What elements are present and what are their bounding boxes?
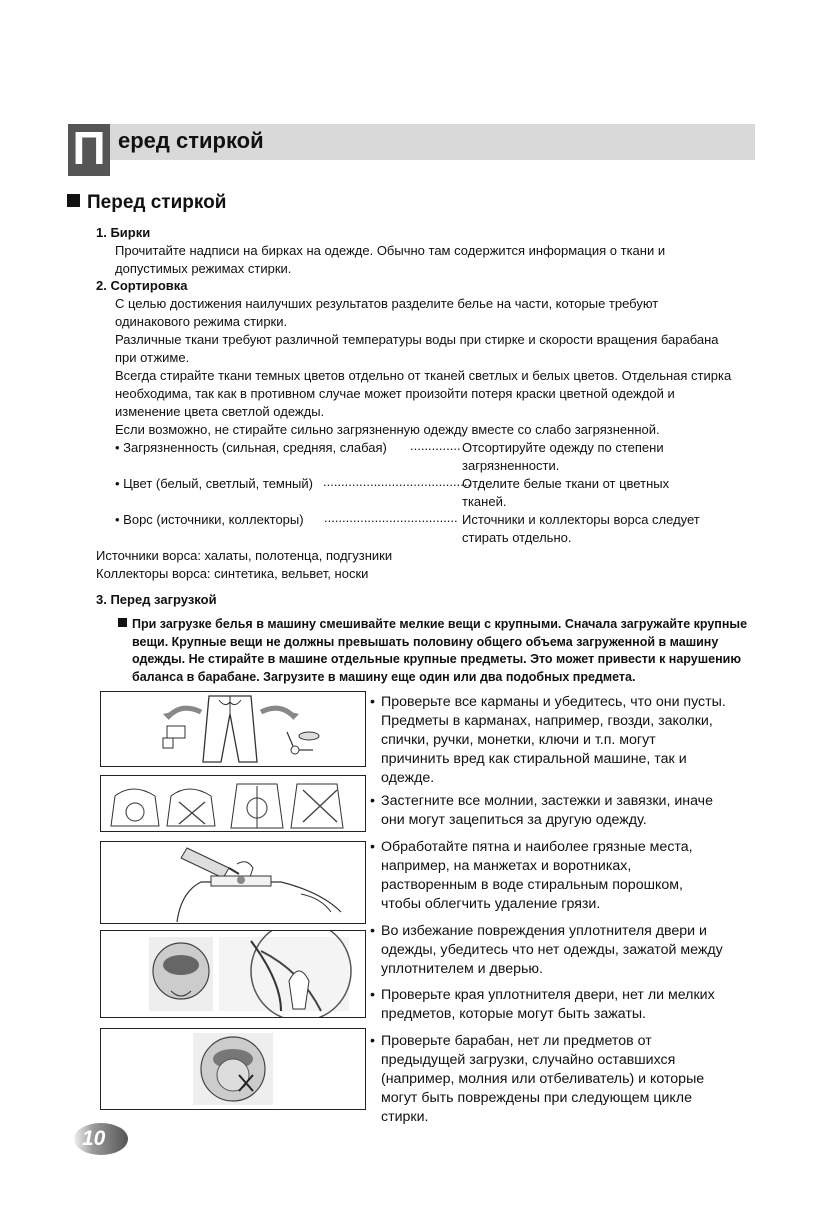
leader-dots: .............. — [410, 438, 461, 453]
sort-row-text: загрязненности. — [462, 458, 560, 473]
warning-line: баланса в барабане. Загрузите в машину еще один или два подобных предмета. — [132, 669, 636, 684]
bullet-item: • Во избежание повреждения уплотнителя двери и одежды, убедитесь что нет одежды, зажатой между уплотнителем и дверью. — [370, 923, 723, 977]
square-bullet-icon — [67, 194, 80, 207]
sort-row-label: • Цвет (белый, светлый, темный) — [115, 476, 313, 491]
paragraph-line: Различные ткани требуют различной температуры воды при стирке и скорости вращения барабана — [115, 332, 719, 347]
note-line: Источники ворса: халаты, полотенца, подгузники — [96, 548, 393, 563]
paragraph-line: допустимых режимах стирки. — [115, 261, 292, 276]
warning-line: одежды. Не стирайте в машине отдельные крупные предметы. Это может привести к нарушению — [132, 652, 742, 667]
bullet-dot-icon: • — [370, 793, 375, 809]
paragraph-line: Всегда стирайте ткани темных цветов отдельно от тканей светлых и белых цветов. Отдельная стирка — [115, 368, 732, 383]
bullet-item: • Обработайте пятна и наиболее грязные места, например, на манжетах и воротниках, растворенным в воде стиральным порошком, чтобы облегчить удаление грязи. — [370, 839, 693, 912]
bullet-dot-icon: • — [370, 1033, 375, 1049]
drum-check-icon — [101, 1029, 365, 1109]
trousers-pockets-icon — [101, 692, 365, 766]
page-number: 10 — [82, 1127, 106, 1150]
sort-row-text: Отделите белые ткани от цветных — [462, 476, 670, 491]
bullet-dot-icon: • — [370, 694, 375, 710]
bullet-dot-icon: • — [370, 923, 375, 939]
bullet-dot-icon: • — [370, 987, 375, 1003]
bullet-dot-icon: • — [370, 839, 375, 855]
stain-treatment-icon — [101, 842, 365, 923]
bullet-item: • Проверьте все карманы и убедитесь, что они пусты. Предметы в карманах, например, гвозди, заколки, спички, ручки, монетки, ключи и т.п. могут причинить вред как стиральной машине, так и одежде. — [370, 694, 726, 786]
paragraph-line: изменение цвета светлой одежды. — [115, 404, 325, 419]
paragraph-line: С целью достижения наилучших результатов разделите белье на части, которые требуют — [115, 296, 659, 311]
sort-row-text: стирать отдельно. — [462, 530, 572, 545]
zippers-buttons-icon — [101, 776, 365, 831]
paragraph-line: при отжиме. — [115, 350, 190, 365]
illustration-door-seal — [100, 930, 366, 1018]
header-initial-letter: П — [72, 122, 106, 174]
paragraph-line: Прочитайте надписи на бирках на одежде. Обычно там содержится информация о ткани и — [115, 243, 666, 258]
illustration-zippers — [100, 775, 366, 832]
illustration-drum — [100, 1028, 366, 1110]
item-heading-labels: 1. Бирки — [96, 225, 151, 240]
square-bullet-icon — [118, 618, 127, 627]
warning-line: вещи. Крупные вещи не должны превышать половину общего объема загруженной в машину — [132, 634, 719, 649]
note-line: Коллекторы ворса: синтетика, вельвет, носки — [96, 566, 369, 581]
illustration-stains — [100, 841, 366, 924]
sort-row-label: • Загрязненность (сильная, средняя, слабая) — [115, 440, 387, 455]
paragraph-line: одинакового режима стирки. — [115, 314, 288, 329]
header-title: еред стиркой — [118, 128, 264, 153]
section-title: Перед стиркой — [67, 190, 226, 216]
door-seal-icon — [101, 931, 365, 1017]
bullet-item: • Проверьте края уплотнителя двери, нет ли мелких предметов, которые могут быть зажаты. — [370, 987, 715, 1022]
sort-row-label: • Ворс (источники, коллекторы) — [115, 512, 304, 527]
item-heading-before-loading: 3. Перед загрузкой — [96, 592, 217, 607]
bullet-item: • Застегните все молнии, застежки и завязки, иначе они могут зацепиться за другую одежду. — [370, 793, 713, 828]
warning-block — [118, 616, 758, 686]
illustration-pockets — [100, 691, 366, 767]
leader-dots: ..................................... — [324, 510, 458, 525]
leader-dots: ......................................... — [323, 474, 472, 489]
sort-row-text: тканей. — [462, 494, 507, 509]
bullet-item: • Проверьте барабан, нет ли предметов от предыдущей загрузки, случайно оставшихся (например, молния или отбеливатель) и которые могут быть повреждены при следующем цикле стирки. — [370, 1033, 705, 1125]
warning-line: При загрузке белья в машину смешивайте мелкие вещи с крупными. Сначала загружайте крупные — [118, 616, 758, 634]
paragraph-line: необходима, так как в противном случае может произойти потеря краски цветной одеждой и — [115, 386, 675, 401]
paragraph-line: Если возможно, не стирайте сильно загрязненную одежду вместе со слабо загрязненной. — [115, 422, 660, 437]
sort-row-text: Источники и коллекторы ворса следует — [462, 512, 700, 527]
item-heading-sorting: 2. Сортировка — [96, 278, 188, 293]
sort-row-text: Отсортируйте одежду по степени — [462, 440, 664, 455]
